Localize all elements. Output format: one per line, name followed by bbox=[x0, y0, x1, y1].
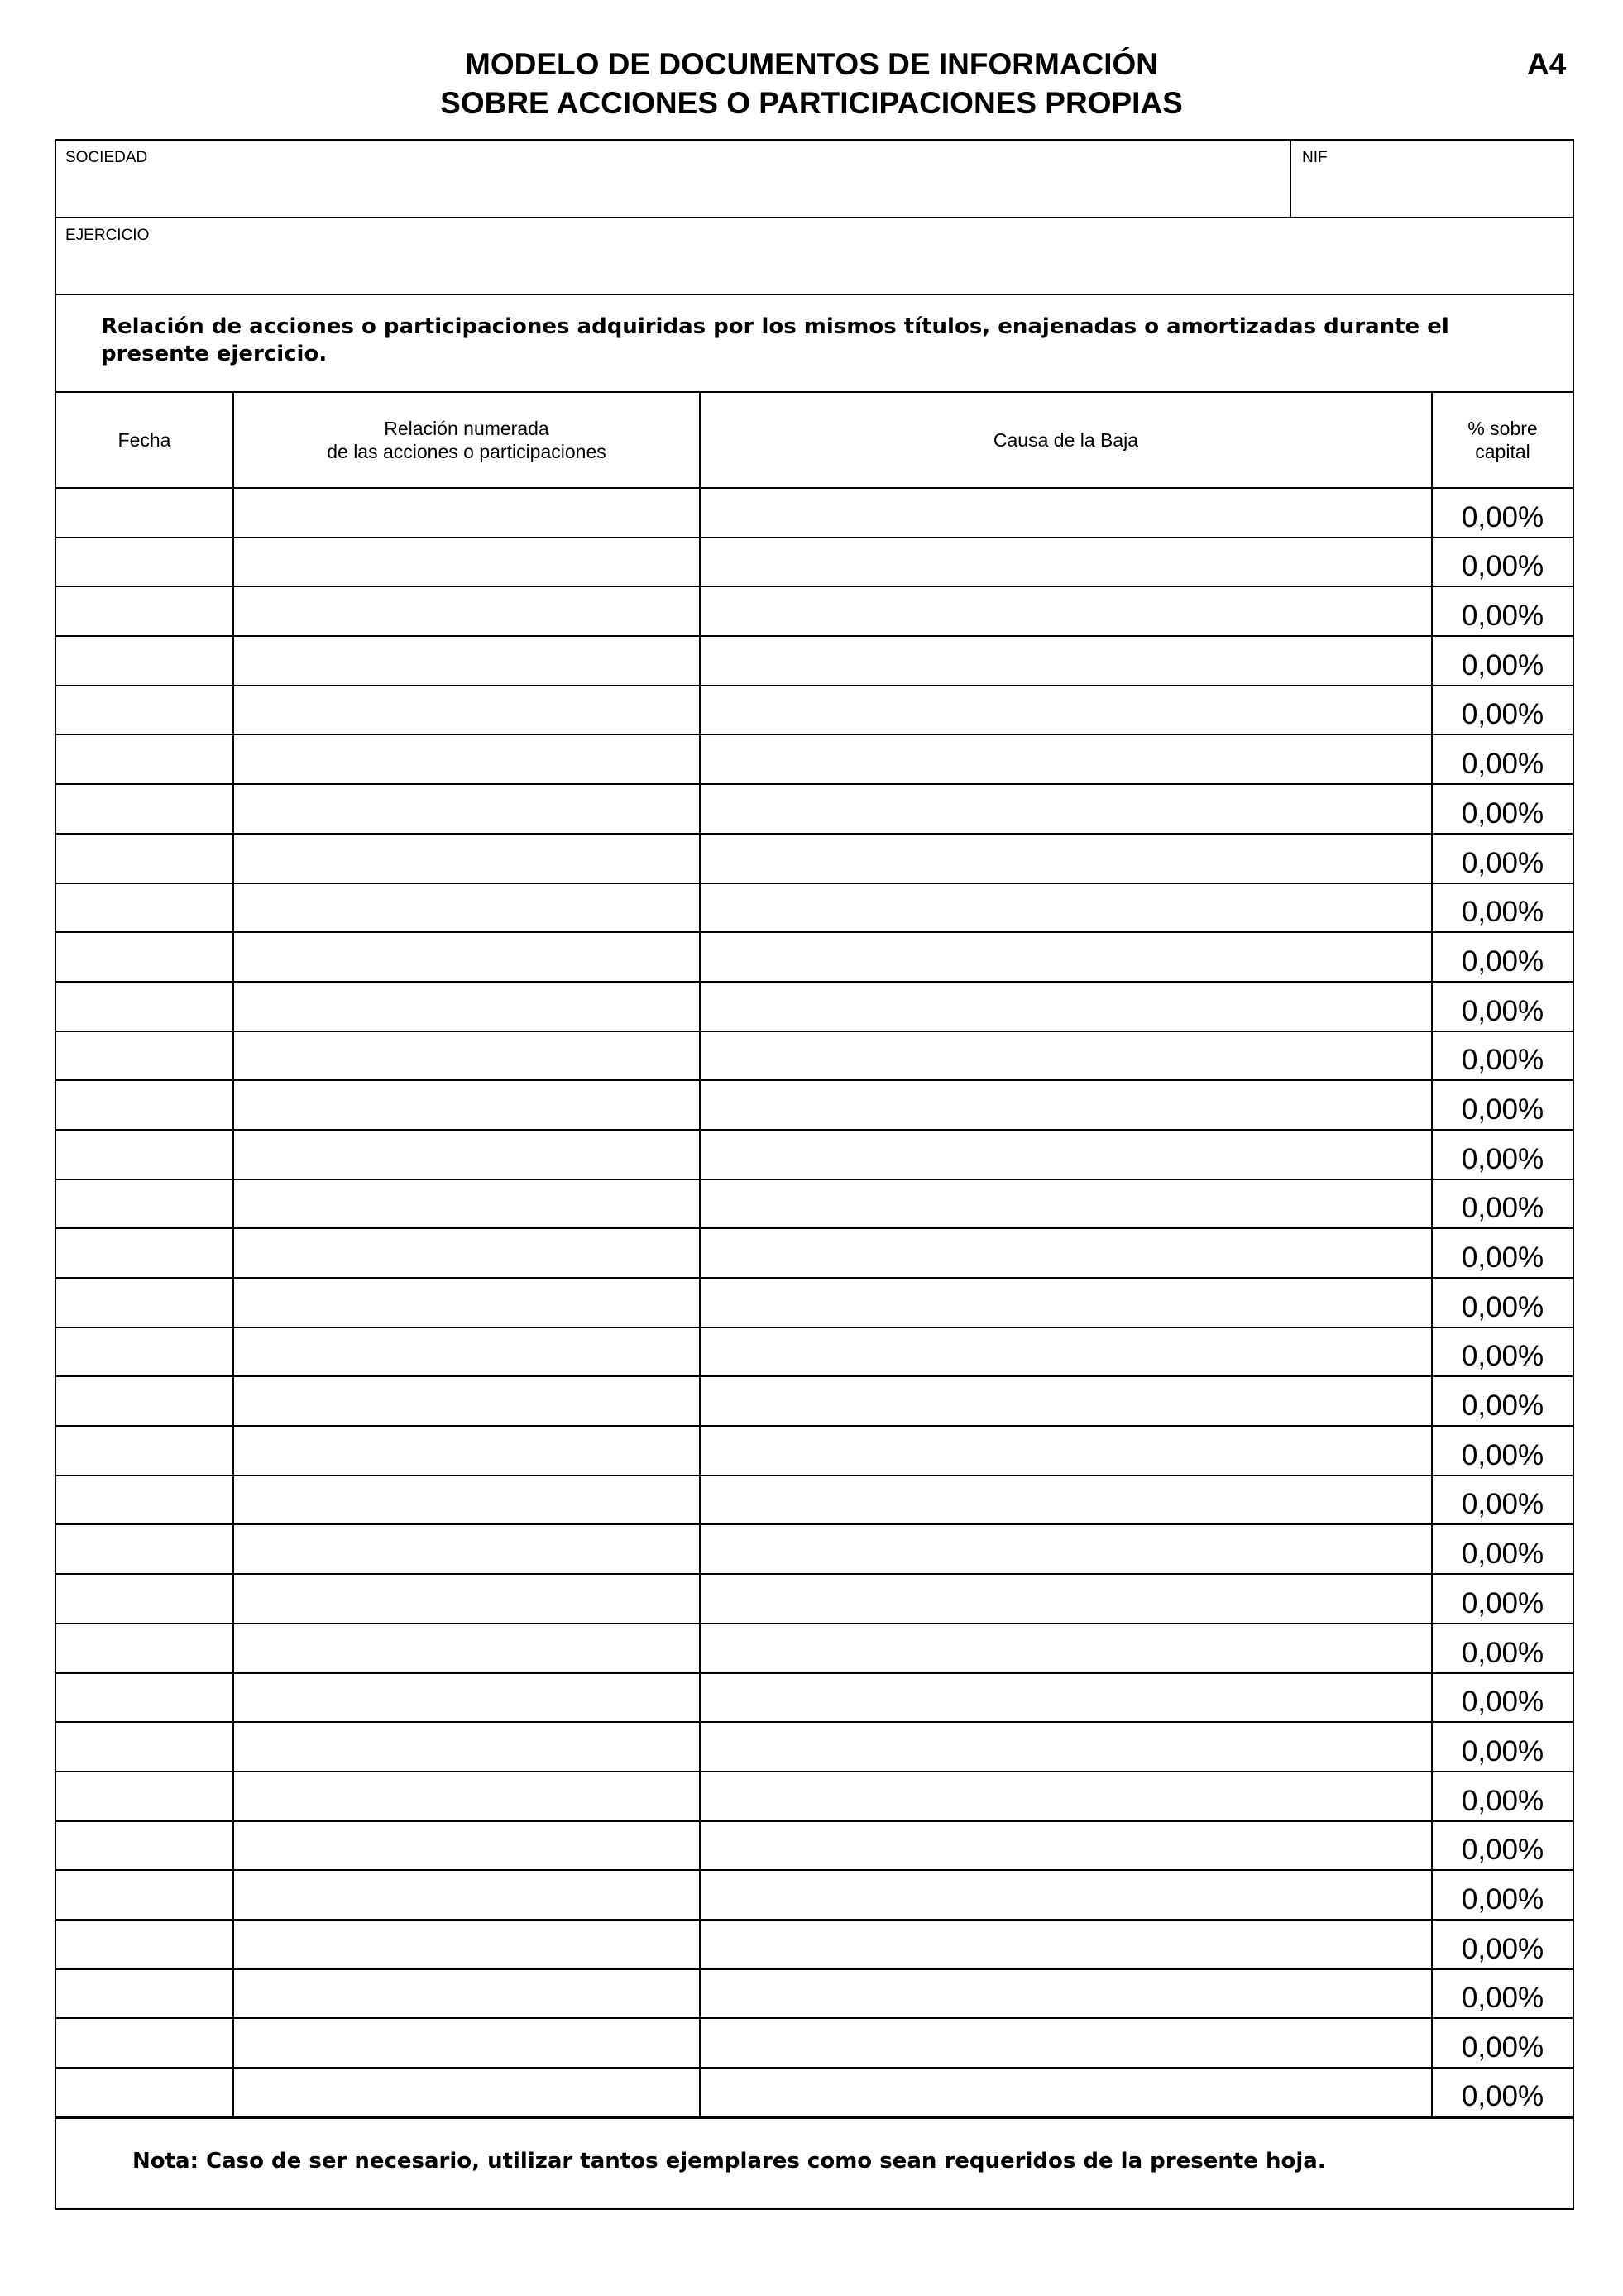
table-row bbox=[56, 1179, 1573, 1229]
relacion-cell[interactable] bbox=[233, 784, 700, 834]
causa-cell[interactable] bbox=[700, 1772, 1432, 1821]
table-row bbox=[56, 636, 1573, 686]
fecha-cell[interactable] bbox=[56, 1376, 233, 1426]
causa-cell[interactable] bbox=[700, 1080, 1432, 1130]
fecha-cell[interactable] bbox=[56, 1673, 233, 1723]
causa-cell[interactable] bbox=[700, 2068, 1432, 2117]
porcentaje-cell: 0,00% bbox=[1432, 734, 1573, 784]
relacion-cell[interactable] bbox=[233, 1426, 700, 1476]
relacion-cell[interactable] bbox=[233, 1524, 700, 1574]
relacion-cell[interactable] bbox=[233, 1476, 700, 1525]
table-row bbox=[56, 2068, 1573, 2117]
fecha-cell[interactable] bbox=[56, 586, 233, 636]
column-header-line: Causa de la Baja bbox=[993, 429, 1139, 451]
table-row bbox=[56, 1031, 1573, 1081]
causa-cell[interactable] bbox=[700, 734, 1432, 784]
causa-cell[interactable] bbox=[700, 1920, 1432, 1969]
causa-cell[interactable] bbox=[700, 982, 1432, 1031]
porcentaje-cell: 0,00% bbox=[1432, 1228, 1573, 1278]
ejercicio-row bbox=[56, 218, 1573, 295]
relacion-cell[interactable] bbox=[233, 1376, 700, 1426]
ejercicio-label: EJERCICIO bbox=[65, 227, 150, 244]
note-row bbox=[56, 2115, 1573, 2208]
nif-divider bbox=[1290, 141, 1291, 217]
porcentaje-cell: 0,00% bbox=[1432, 538, 1573, 587]
table-row bbox=[56, 1772, 1573, 1821]
relacion-cell[interactable] bbox=[233, 488, 700, 538]
porcentaje-cell: 0,00% bbox=[1432, 834, 1573, 883]
fecha-cell[interactable] bbox=[56, 1574, 233, 1624]
fecha-cell[interactable] bbox=[56, 1524, 233, 1574]
fecha-cell[interactable] bbox=[56, 932, 233, 982]
porcentaje-cell: 0,00% bbox=[1432, 488, 1573, 538]
sociedad-row bbox=[56, 141, 1573, 218]
relacion-cell[interactable] bbox=[233, 1969, 700, 2019]
note-text: Nota: Caso de ser necesario, utilizar tantos ejemplares como sean requeridos de la presente hoja. bbox=[132, 2149, 1326, 2174]
table-row bbox=[56, 834, 1573, 883]
porcentaje-cell: 0,00% bbox=[1432, 982, 1573, 1031]
porcentaje-cell: 0,00% bbox=[1432, 1821, 1573, 1871]
fecha-cell[interactable] bbox=[56, 2068, 233, 2117]
fecha-cell[interactable] bbox=[56, 883, 233, 933]
relacion-cell[interactable] bbox=[233, 1772, 700, 1821]
relacion-cell[interactable] bbox=[233, 1278, 700, 1327]
porcentaje-cell: 0,00% bbox=[1432, 1574, 1573, 1624]
relacion-cell[interactable] bbox=[233, 1574, 700, 1624]
relacion-cell[interactable] bbox=[233, 1821, 700, 1871]
porcentaje-cell: 0,00% bbox=[1432, 784, 1573, 834]
table-row bbox=[56, 538, 1573, 587]
porcentaje-cell: 0,00% bbox=[1432, 932, 1573, 982]
column-header-line: de las acciones o participaciones bbox=[327, 441, 606, 462]
causa-cell[interactable] bbox=[700, 1821, 1432, 1871]
form bbox=[55, 139, 1574, 2210]
table-body bbox=[56, 488, 1573, 2117]
causa-cell[interactable] bbox=[700, 1327, 1432, 1377]
causa-cell[interactable] bbox=[700, 586, 1432, 636]
table-row bbox=[56, 1278, 1573, 1327]
causa-cell[interactable] bbox=[700, 488, 1432, 538]
porcentaje-cell: 0,00% bbox=[1432, 586, 1573, 636]
table-row bbox=[56, 1476, 1573, 1525]
column-header-relacion bbox=[233, 393, 700, 488]
table-row bbox=[56, 488, 1573, 538]
relacion-cell[interactable] bbox=[233, 2068, 700, 2117]
table-row bbox=[56, 1376, 1573, 1426]
causa-cell[interactable] bbox=[700, 784, 1432, 834]
porcentaje-cell: 0,00% bbox=[1432, 1426, 1573, 1476]
fecha-cell[interactable] bbox=[56, 1179, 233, 1229]
section-heading-text: Relación de acciones o participaciones adquiridas por los mismos títulos, enajenadas o amortizadas durante el presente ejercicio. bbox=[101, 314, 1449, 366]
fecha-cell[interactable] bbox=[56, 1969, 233, 2019]
causa-cell[interactable] bbox=[700, 538, 1432, 587]
causa-cell[interactable] bbox=[700, 1574, 1432, 1624]
relacion-cell[interactable] bbox=[233, 982, 700, 1031]
nif-label: NIF bbox=[1302, 149, 1328, 166]
table-row bbox=[56, 1228, 1573, 1278]
fecha-cell[interactable] bbox=[56, 1228, 233, 1278]
causa-cell[interactable] bbox=[700, 1376, 1432, 1426]
acciones-table bbox=[56, 393, 1573, 2119]
fecha-cell[interactable] bbox=[56, 1821, 233, 1871]
causa-cell[interactable] bbox=[700, 2018, 1432, 2068]
table-row bbox=[56, 784, 1573, 834]
porcentaje-cell: 0,00% bbox=[1432, 1722, 1573, 1772]
fecha-cell[interactable] bbox=[56, 834, 233, 883]
relacion-cell[interactable] bbox=[233, 1179, 700, 1229]
column-header-line: capital bbox=[1475, 441, 1530, 462]
causa-cell[interactable] bbox=[700, 1179, 1432, 1229]
fecha-cell[interactable] bbox=[56, 1624, 233, 1673]
relacion-cell[interactable] bbox=[233, 1870, 700, 1920]
column-header-porcentaje bbox=[1432, 393, 1573, 488]
porcentaje-cell: 0,00% bbox=[1432, 1476, 1573, 1525]
porcentaje-cell: 0,00% bbox=[1432, 2018, 1573, 2068]
table-row bbox=[56, 1722, 1573, 1772]
fecha-cell[interactable] bbox=[56, 1920, 233, 1969]
porcentaje-cell: 0,00% bbox=[1432, 636, 1573, 686]
relacion-cell[interactable] bbox=[233, 1327, 700, 1377]
relacion-cell[interactable] bbox=[233, 1722, 700, 1772]
fecha-cell[interactable] bbox=[56, 1327, 233, 1377]
title-line-2: SOBRE ACCIONES O PARTICIPACIONES PROPIAS bbox=[440, 86, 1183, 120]
causa-cell[interactable] bbox=[700, 932, 1432, 982]
causa-cell[interactable] bbox=[700, 1476, 1432, 1525]
fecha-cell[interactable] bbox=[56, 1870, 233, 1920]
causa-cell[interactable] bbox=[700, 1722, 1432, 1772]
table-row bbox=[56, 1574, 1573, 1624]
porcentaje-cell: 0,00% bbox=[1432, 1278, 1573, 1327]
relacion-cell[interactable] bbox=[233, 636, 700, 686]
fecha-cell[interactable] bbox=[56, 1130, 233, 1179]
relacion-cell[interactable] bbox=[233, 1080, 700, 1130]
relacion-cell[interactable] bbox=[233, 883, 700, 933]
table-row bbox=[56, 686, 1573, 735]
causa-cell[interactable] bbox=[700, 1426, 1432, 1476]
column-header-fecha bbox=[56, 393, 233, 488]
fecha-cell[interactable] bbox=[56, 1772, 233, 1821]
fecha-cell[interactable] bbox=[56, 734, 233, 784]
fecha-cell[interactable] bbox=[56, 1031, 233, 1081]
causa-cell[interactable] bbox=[700, 1870, 1432, 1920]
relacion-cell[interactable] bbox=[233, 1031, 700, 1081]
fecha-cell[interactable] bbox=[56, 636, 233, 686]
relacion-cell[interactable] bbox=[233, 686, 700, 735]
section-heading bbox=[56, 295, 1573, 393]
porcentaje-cell: 0,00% bbox=[1432, 1524, 1573, 1574]
table-row bbox=[56, 1524, 1573, 1574]
page-title bbox=[0, 45, 1623, 122]
table-row bbox=[56, 1426, 1573, 1476]
relacion-cell[interactable] bbox=[233, 1673, 700, 1723]
table-row bbox=[56, 1870, 1573, 1920]
relacion-cell[interactable] bbox=[233, 734, 700, 784]
porcentaje-cell: 0,00% bbox=[1432, 2068, 1573, 2117]
table-row bbox=[56, 883, 1573, 933]
relacion-cell[interactable] bbox=[233, 538, 700, 587]
table-row bbox=[56, 1130, 1573, 1179]
porcentaje-cell: 0,00% bbox=[1432, 1772, 1573, 1821]
causa-cell[interactable] bbox=[700, 1524, 1432, 1574]
causa-cell[interactable] bbox=[700, 834, 1432, 883]
table-row bbox=[56, 982, 1573, 1031]
porcentaje-cell: 0,00% bbox=[1432, 1376, 1573, 1426]
table-row bbox=[56, 1327, 1573, 1377]
column-header-line: Relación numerada bbox=[384, 418, 549, 439]
table-row bbox=[56, 586, 1573, 636]
table-row bbox=[56, 1080, 1573, 1130]
fecha-cell[interactable] bbox=[56, 538, 233, 587]
causa-cell[interactable] bbox=[700, 1228, 1432, 1278]
relacion-cell[interactable] bbox=[233, 1920, 700, 1969]
relacion-cell[interactable] bbox=[233, 1228, 700, 1278]
sociedad-label: SOCIEDAD bbox=[65, 149, 148, 166]
porcentaje-cell: 0,00% bbox=[1432, 1080, 1573, 1130]
table-row bbox=[56, 932, 1573, 982]
relacion-cell[interactable] bbox=[233, 1624, 700, 1673]
causa-cell[interactable] bbox=[700, 1673, 1432, 1723]
causa-cell[interactable] bbox=[700, 883, 1432, 933]
porcentaje-cell: 0,00% bbox=[1432, 1673, 1573, 1723]
fecha-cell[interactable] bbox=[56, 1278, 233, 1327]
column-header-line: % sobre bbox=[1467, 418, 1538, 439]
fecha-cell[interactable] bbox=[56, 1426, 233, 1476]
table-row bbox=[56, 1624, 1573, 1673]
porcentaje-cell: 0,00% bbox=[1432, 1327, 1573, 1377]
causa-cell[interactable] bbox=[700, 1278, 1432, 1327]
fecha-cell[interactable] bbox=[56, 784, 233, 834]
relacion-cell[interactable] bbox=[233, 1130, 700, 1179]
table-row bbox=[56, 1673, 1573, 1723]
causa-cell[interactable] bbox=[700, 636, 1432, 686]
table-row bbox=[56, 2018, 1573, 2068]
porcentaje-cell: 0,00% bbox=[1432, 686, 1573, 735]
porcentaje-cell: 0,00% bbox=[1432, 883, 1573, 933]
table-row bbox=[56, 734, 1573, 784]
causa-cell[interactable] bbox=[700, 1624, 1432, 1673]
fecha-cell[interactable] bbox=[56, 2018, 233, 2068]
fecha-cell[interactable] bbox=[56, 686, 233, 735]
causa-cell[interactable] bbox=[700, 1130, 1432, 1179]
model-code: A4 bbox=[1527, 47, 1567, 81]
column-header-causa bbox=[700, 393, 1432, 488]
relacion-cell[interactable] bbox=[233, 932, 700, 982]
fecha-cell[interactable] bbox=[56, 1722, 233, 1772]
fecha-cell[interactable] bbox=[56, 488, 233, 538]
porcentaje-cell: 0,00% bbox=[1432, 1130, 1573, 1179]
fecha-cell[interactable] bbox=[56, 1476, 233, 1525]
table-row bbox=[56, 1969, 1573, 2019]
porcentaje-cell: 0,00% bbox=[1432, 1624, 1573, 1673]
title-line-1: MODELO DE DOCUMENTOS DE INFORMACIÓN bbox=[465, 47, 1158, 81]
column-header-line: Fecha bbox=[117, 429, 171, 451]
table-row bbox=[56, 1920, 1573, 1969]
fecha-cell[interactable] bbox=[56, 982, 233, 1031]
table-row bbox=[56, 1821, 1573, 1871]
porcentaje-cell: 0,00% bbox=[1432, 1179, 1573, 1229]
causa-cell[interactable] bbox=[700, 1031, 1432, 1081]
causa-cell[interactable] bbox=[700, 1969, 1432, 2019]
relacion-cell[interactable] bbox=[233, 2018, 700, 2068]
fecha-cell[interactable] bbox=[56, 1080, 233, 1130]
relacion-cell[interactable] bbox=[233, 834, 700, 883]
causa-cell[interactable] bbox=[700, 686, 1432, 735]
relacion-cell[interactable] bbox=[233, 586, 700, 636]
porcentaje-cell: 0,00% bbox=[1432, 1969, 1573, 2019]
porcentaje-cell: 0,00% bbox=[1432, 1031, 1573, 1081]
table-header-row bbox=[56, 393, 1573, 488]
porcentaje-cell: 0,00% bbox=[1432, 1870, 1573, 1920]
porcentaje-cell: 0,00% bbox=[1432, 1920, 1573, 1969]
